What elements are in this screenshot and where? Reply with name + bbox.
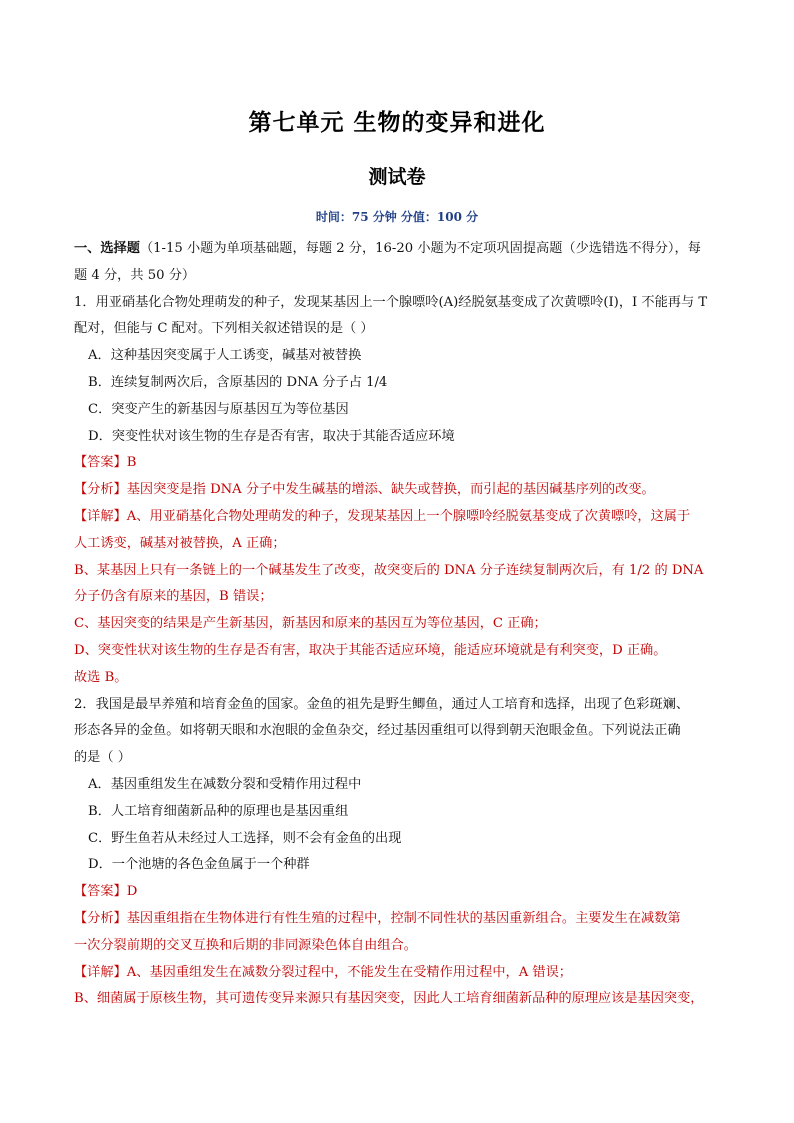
section-desc-2: 题 4 分，共 50 分）	[74, 267, 196, 283]
q1-answer	[74, 450, 722, 477]
q2-answer	[74, 879, 722, 906]
analysis-text: 基因重组指在生物体进行有性生殖的过程中，控制不同性状的基因重新组合。主要发生在减数第	[126, 910, 681, 926]
exam-meta: 时间：75 分钟 分值：100 分	[315, 210, 479, 224]
q2-analysis-1	[74, 906, 722, 933]
detail-text: A、基因重组发生在减数分裂过程中，不能发生在受精作用过程中，A 错误；	[126, 964, 572, 980]
section-title: 一、选择题	[74, 241, 140, 256]
q2-option-c: C．野生鱼若从未经过人工选择，则不会有金鱼的出现	[88, 830, 402, 846]
detail-text: A、用亚硝基化合物处理萌发的种子，发现某基因上一个腺嘌呤经脱氨基变成了次黄嘌呤，这属于	[126, 508, 691, 524]
section-heading	[74, 236, 722, 263]
q1-stem-2: 配对，但能与 C 配对。下列相关叙述错误的是（ ）	[74, 321, 374, 337]
answer-tag: 【答案】	[74, 884, 127, 900]
q2-analysis-2: 一次分裂前期的交叉互换和后期的非同源染色体自由组合。	[74, 937, 417, 953]
q2-stem-1: 2．我国是最早养殖和培育金鱼的国家。金鱼的祖先是野生鲫鱼，通过人工培育和选择，出现了色彩斑斓、	[74, 696, 690, 712]
q1-detail-4: 分子仍含有原来的基因，B 错误；	[74, 589, 273, 605]
q1-detail-2: 人工诱变，碱基对被替换，A 正确；	[74, 535, 286, 551]
q1-detail-6: D、突变性状对该生物的生存是否有害，取决于其能否适应环境，能适应环境就是有利突变，D 正确。	[74, 642, 667, 658]
detail-tag: 【详解】	[74, 964, 127, 980]
answer-value: B	[126, 455, 137, 471]
q1-option-c: C．突变产生的新基因与原基因互为等位基因	[88, 401, 349, 417]
detail-tag: 【详解】	[74, 508, 127, 524]
document-content	[74, 236, 722, 1013]
q1-stem-1: 1．用亚硝基化合物处理萌发的种子，发现某基因上一个腺嘌呤(A)经脱氨基变成了次黄嘌呤(I)，I 不能再与 T	[74, 294, 708, 310]
q1-detail-5: C、基因突变的结果是产生新基因，新基因和原来的基因互为等位基因，C 正确；	[74, 616, 547, 632]
analysis-tag: 【分析】	[74, 910, 127, 926]
answer-tag: 【答案】	[74, 455, 127, 471]
q2-detail-1	[74, 960, 722, 987]
q1-option-a: A．这种基因突变属于人工诱变，碱基对被替换	[88, 348, 362, 364]
page-subtitle: 测试卷	[368, 166, 426, 188]
answer-value: D	[126, 884, 138, 900]
q1-detail-3: B、某基因上只有一条链上的一个碱基发生了改变，故突变后的 DNA 分子连续复制两次后，有 1/2 的 DNA	[74, 562, 704, 578]
q1-analysis	[74, 477, 722, 504]
q2-stem-3: 的是（ ）	[74, 750, 131, 766]
q1-option-b: B．连续复制两次后，含原基因的 DNA 分子占 1/4	[88, 374, 388, 390]
q1-option-d: D．突变性状对该生物的生存是否有害，取决于其能否适应环境	[88, 428, 455, 444]
q2-stem-2: 形态各异的金鱼。如将朝天眼和水泡眼的金鱼杂交，经过基因重组可以得到朝天泡眼金鱼。下列说法正确	[74, 723, 681, 739]
q1-detail-1	[74, 504, 722, 531]
q2-option-b: B．人工培育细菌新品种的原理也是基因重组	[88, 803, 349, 819]
page-title: 第七单元 生物的变异和进化	[248, 110, 546, 136]
q1-detail-7: 故选 B。	[74, 669, 128, 685]
q2-option-a: A．基因重组发生在减数分裂和受精作用过程中	[88, 776, 362, 792]
section-desc-1: （1-15 小题为单项基础题，每题 2 分，16-20 小题为不定项巩固提高题（少选错选不得分），每	[139, 241, 701, 256]
q2-detail-2: B、细菌属于原核生物，其可遗传变异来源只有基因突变，因此人工培育细菌新品种的原理应该是基因突变，	[74, 991, 704, 1007]
analysis-tag: 【分析】	[74, 482, 127, 498]
analysis-text: 基因突变是指 DNA 分子中发生碱基的增添、缺失或替换，而引起的基因碱基序列的改变。	[126, 482, 655, 498]
q2-option-d: D．一个池塘的各色金鱼属于一个种群	[88, 857, 310, 873]
